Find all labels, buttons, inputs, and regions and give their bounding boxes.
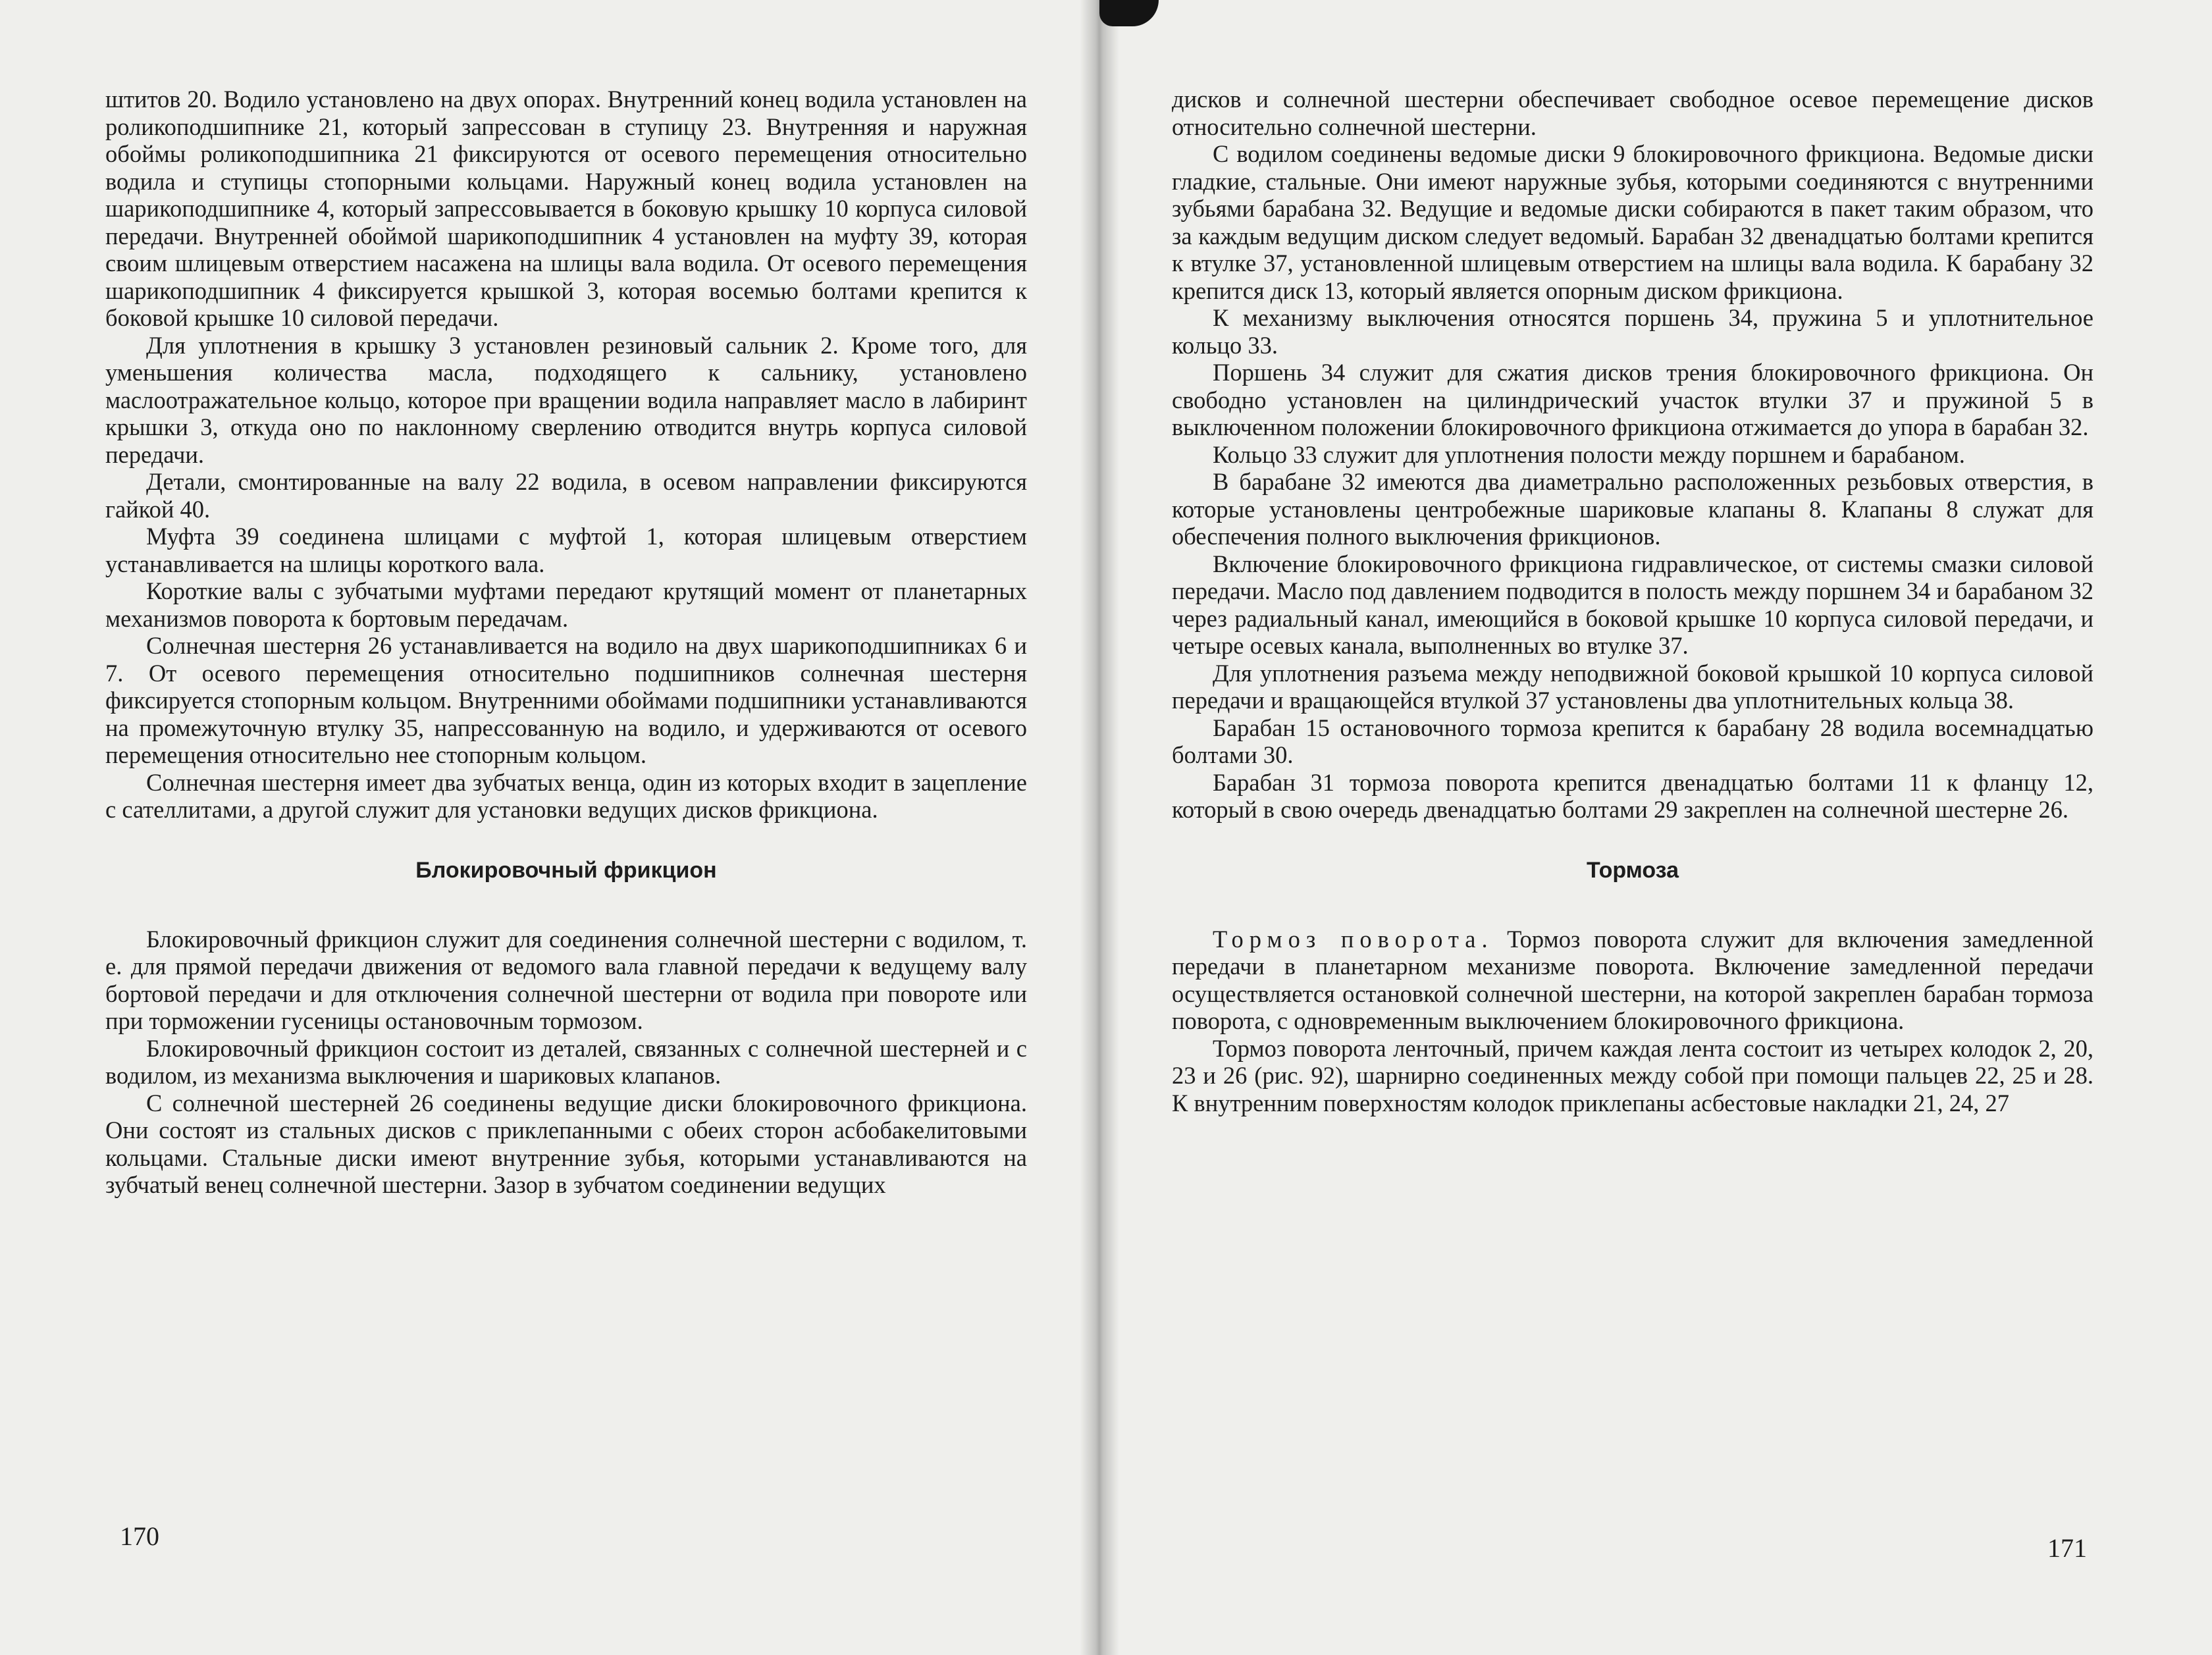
paragraph: дисков и солнечной шестерни обеспечивает свободное осевое перемещение дисков относительно солнечной шестерни.	[1172, 86, 2094, 140]
paragraph: Кольцо 33 служит для уплотнения полости между поршнем и барабаном.	[1213, 440, 1965, 468]
paragraph: К механизму выключения относятся поршень 34, пружина 5 и уплотнительное кольцо 33.	[1172, 304, 2094, 359]
paragraph: Поршень 34 служит для сжатия дисков трения блокировочного фрикциона. Он свободно установлен на цилиндрический участок втулки 37 и пружиной 5 в выключенном положении блокировочного фрикциона отжимается до упора в барабан 32.	[1172, 359, 2094, 440]
paragraph: Короткие валы с зубчатыми муфтами передают крутящий момент от планетарных механизмов поворота к бортовым передачам.	[105, 577, 1027, 632]
paragraph: штитов 20. Водило установлено на двух опорах. Внутренний конец водила установлен на роликоподшипнике 21, который запрессован в ступицу 23. Внутренняя и наружная обоймы роликоподшипника 21 фиксируются от осевого перемещения относительно водила и ступицы стопорными кольцами. Наружный конец водила установлен на шарикоподшипнике 4, который запрессовывается в боковую крышку 10 корпуса силовой передачи. Внутренней обоймой шарикоподшипник 4 установлен на муфту 39, которая своим шлицевым отверстием насажена на шлицы вала водила. От осевого перемещения шарикоподшипник 4 фиксируется крышкой 3, которая восемью болтами крепится к боковой крышке 10 силовой передачи.	[105, 86, 1027, 331]
right-page	[1099, 0, 2212, 1655]
section-heading: Тормоза	[1586, 857, 1679, 883]
spaced-lead-term: Тормоз поворота.	[1213, 925, 1494, 953]
paragraph: Для уплотнения в крышку 3 установлен резиновый сальник 2. Кроме того, для уменьшения количества масла, подходящего к сальнику, установлено маслоотражательное кольцо, которое при вращении водила направляет масло в лабиринт крышки 3, откуда оно по наклонному сверлению отводится внутрь корпуса силовой передачи.	[105, 331, 1027, 468]
paragraph: Тормоз поворота ленточный, причем каждая лента состоит из четырех колодок 2, 20, 23 и 26 (рис. 92), шарнирно соединенных между собой при помощи пальцев 22, 25 и 28. К внутренним поверхностям колодок приклепаны асбестовые накладки 21, 24, 27	[1172, 1034, 2094, 1116]
paragraph: Солнечная шестерня 26 устанавливается на водило на двух шарикоподшипниках 6 и 7. От осевого перемещения относительно подшипников солнечная шестерня фиксируется стопорным кольцом. Внутренними обоймами подшипники устанавливаются на промежуточную втулку 35, напрессованную на водило, и удерживаются от осевого перемещения относительно нее стопорным кольцом.	[105, 632, 1027, 768]
paragraph: Блокировочный фрикцион состоит из деталей, связанных с солнечной шестерней и с водилом, из механизма выключения и шариковых клапанов.	[105, 1034, 1027, 1089]
left-text-block	[105, 86, 1027, 1199]
paragraph: Для уплотнения разъема между неподвижной боковой крышкой 10 корпуса силовой передачи и вращающейся втулкой 37 установлены два уплотнительных кольца 38.	[1172, 659, 2094, 714]
paragraph	[1172, 926, 2094, 1035]
paragraph: В барабане 32 имеются два диаметрально расположенных резьбовых отверстия, в которые установлены центробежные шариковые клапаны 8. Клапаны 8 служат для обеспечения полного выключения фрикционов.	[1172, 468, 2094, 550]
paragraph: Муфта 39 соединена шлицами с муфтой 1, которая шлицевым отверстием устанавливается на шлицы короткого вала.	[105, 523, 1027, 577]
paragraph: С водилом соединены ведомые диски 9 блокировочного фрикциона. Ведомые диски гладкие, стальные. Они имеют наружные зубья, которыми соединяются с внутренними зубьями барабана 32. Ведущие и ведомые диски собираются в пакет таким образом, что за каждым ведущим диском следует ведомый. Барабан 32 двенадцатью болтами крепится к втулке 37, установленной шлицевым отверстием на шлицы вала водила. К барабану 32 крепится диск 13, который является опорным диском фрикциона.	[1172, 140, 2094, 304]
left-page	[0, 0, 1099, 1655]
paragraph: С солнечной шестерней 26 соединены ведущие диски блокировочного фрикциона. Они состоят из стальных дисков с приклепанными с обеих сторон асбобакелитовыми кольцами. Стальные диски имеют внутренние зубья, которыми устанавливаются на зубчатый венец солнечной шестерни. Зазор в зубчатом соединении ведущих	[105, 1089, 1027, 1198]
page-number: 171	[2047, 1533, 2087, 1563]
page-number: 170	[120, 1521, 159, 1551]
right-text-block	[1172, 86, 2094, 1116]
paragraph-rest: Тормоз поворота служит для включения замедленной передачи в планетарном механизме поворота. Включение замедленной передачи осуществляется остановкой солнечной шестерни, на которой закреплен барабан тормоза поворота, с одновременным выключением блокировочного фрикциона.	[1172, 925, 2094, 1034]
section-heading: Блокировочный фрикцион	[415, 857, 717, 883]
paragraph: Детали, смонтированные на валу 22 водила, в осевом направлении фиксируются гайкой 40.	[105, 468, 1027, 523]
paragraph: Барабан 15 остановочного тормоза крепится к барабану 28 водила восемнадцатью болтами 30.	[1172, 714, 2094, 768]
paragraph: Барабан 31 тормоза поворота крепится двенадцатью болтами 11 к фланцу 12, который в свою очередь двенадцатью болтами 29 закреплен на солнечной шестерне 26.	[1172, 768, 2094, 823]
paragraph: Солнечная шестерня имеет два зубчатых венца, один из которых входит в зацепление с сателлитами, а другой служит для установки ведущих дисков фрикциона.	[105, 768, 1027, 823]
paragraph: Включение блокировочного фрикциона гидравлическое, от системы смазки силовой передачи. Масло под давлением подводится в полость между поршнем 34 и барабаном 32 через радиальный канал, имеющийся в боковой крышке 10 корпуса силовой передачи, и четыре осевых канала, выполненных во втулке 37.	[1172, 550, 2094, 659]
paragraph: Блокировочный фрикцион служит для соединения солнечной шестерни с водилом, т. е. для прямой передачи движения от ведомого вала главной передачи к ведущему валу бортовой передачи и для отключения солнечной шестерни от водила при повороте или при торможении гусеницы остановочным тормозом.	[105, 925, 1027, 1034]
book-gutter-shadow	[1080, 0, 1119, 1655]
